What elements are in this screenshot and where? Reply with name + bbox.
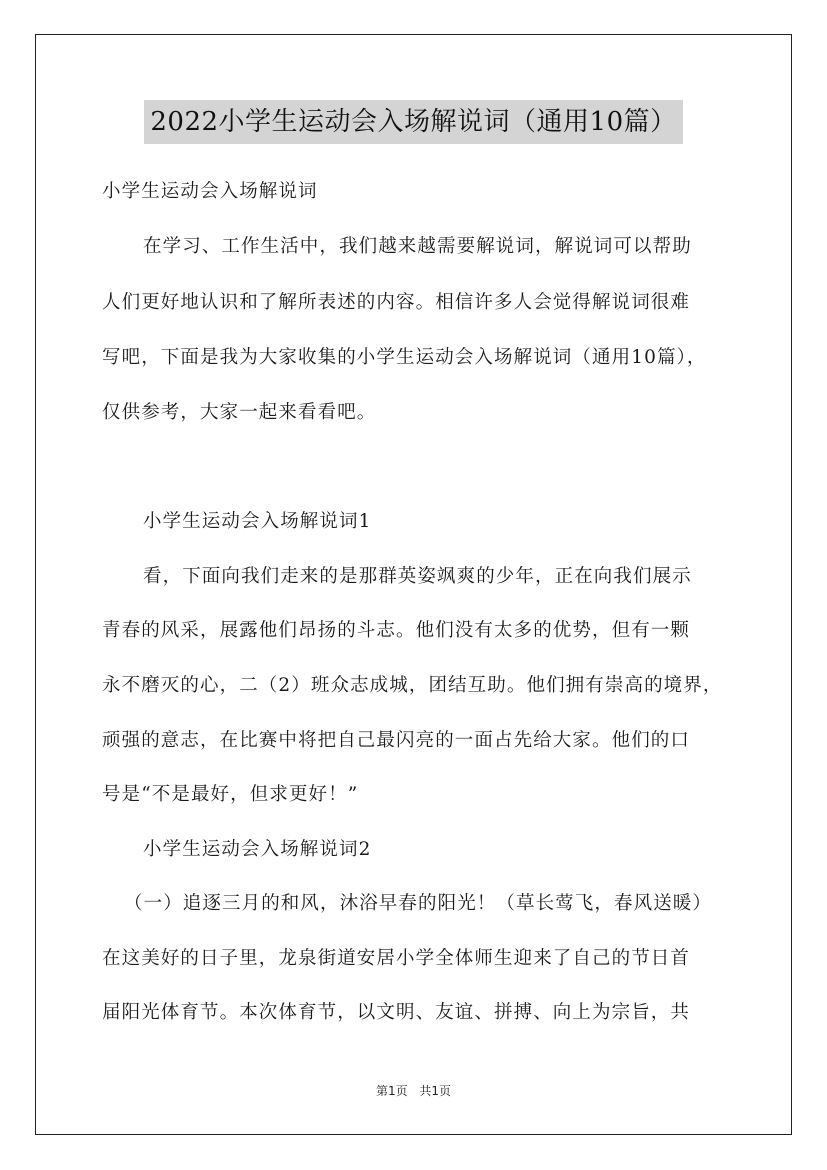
paragraph-line: 仅供参考，大家一起来看看吧。 bbox=[102, 402, 377, 423]
paragraph-line: 青春的风采，展露他们昂扬的斗志。他们没有太多的优势，但有一颗 bbox=[102, 620, 691, 641]
page-number: 第1页 bbox=[375, 1084, 408, 1098]
paragraph-line: 永不磨灭的心，二（2）班众志成城，团结互助。他们拥有崇高的境界， bbox=[102, 675, 723, 696]
paragraph-line: （一）追逐三月的和风，沐浴早春的阳光！（草长莺飞，春风送暖） bbox=[124, 893, 713, 914]
paragraph-line: 号是“不是最好，但求更好！” bbox=[102, 784, 359, 805]
subtitle: 小学生运动会入场解说词 bbox=[102, 181, 318, 202]
paragraph-line: 看，下面向我们走来的是那群英姿飒爽的少年，正在向我们展示 bbox=[143, 566, 692, 587]
paragraph-line: 在这美好的日子里，龙泉街道安居小学全体师生迎来了自己的节日首 bbox=[102, 948, 691, 969]
section-heading: 小学生运动会入场解说词2 bbox=[143, 839, 372, 860]
page-footer bbox=[0, 1082, 827, 1099]
paragraph-line: 人们更好地认识和了解所表述的内容。相信许多人会觉得解说词很难 bbox=[102, 292, 691, 313]
section-heading: 小学生运动会入场解说词1 bbox=[143, 511, 372, 532]
page-total: 共1页 bbox=[419, 1084, 452, 1098]
paragraph-line: 届阳光体育节。本次体育节，以文明、友谊、拼搏、向上为宗旨，共 bbox=[102, 1002, 691, 1023]
paragraph-line: 在学习、工作生活中，我们越来越需要解说词，解说词可以帮助 bbox=[143, 236, 692, 257]
paragraph-line: 写吧，下面是我为大家收集的小学生运动会入场解说词（通用10篇）， bbox=[102, 347, 707, 368]
title-container bbox=[0, 100, 827, 144]
document-title: 2022小学生运动会入场解说词（通用10篇） bbox=[144, 100, 682, 144]
paragraph-line: 顽强的意志，在比赛中将把自己最闪亮的一面占先给大家。他们的口 bbox=[102, 730, 691, 751]
